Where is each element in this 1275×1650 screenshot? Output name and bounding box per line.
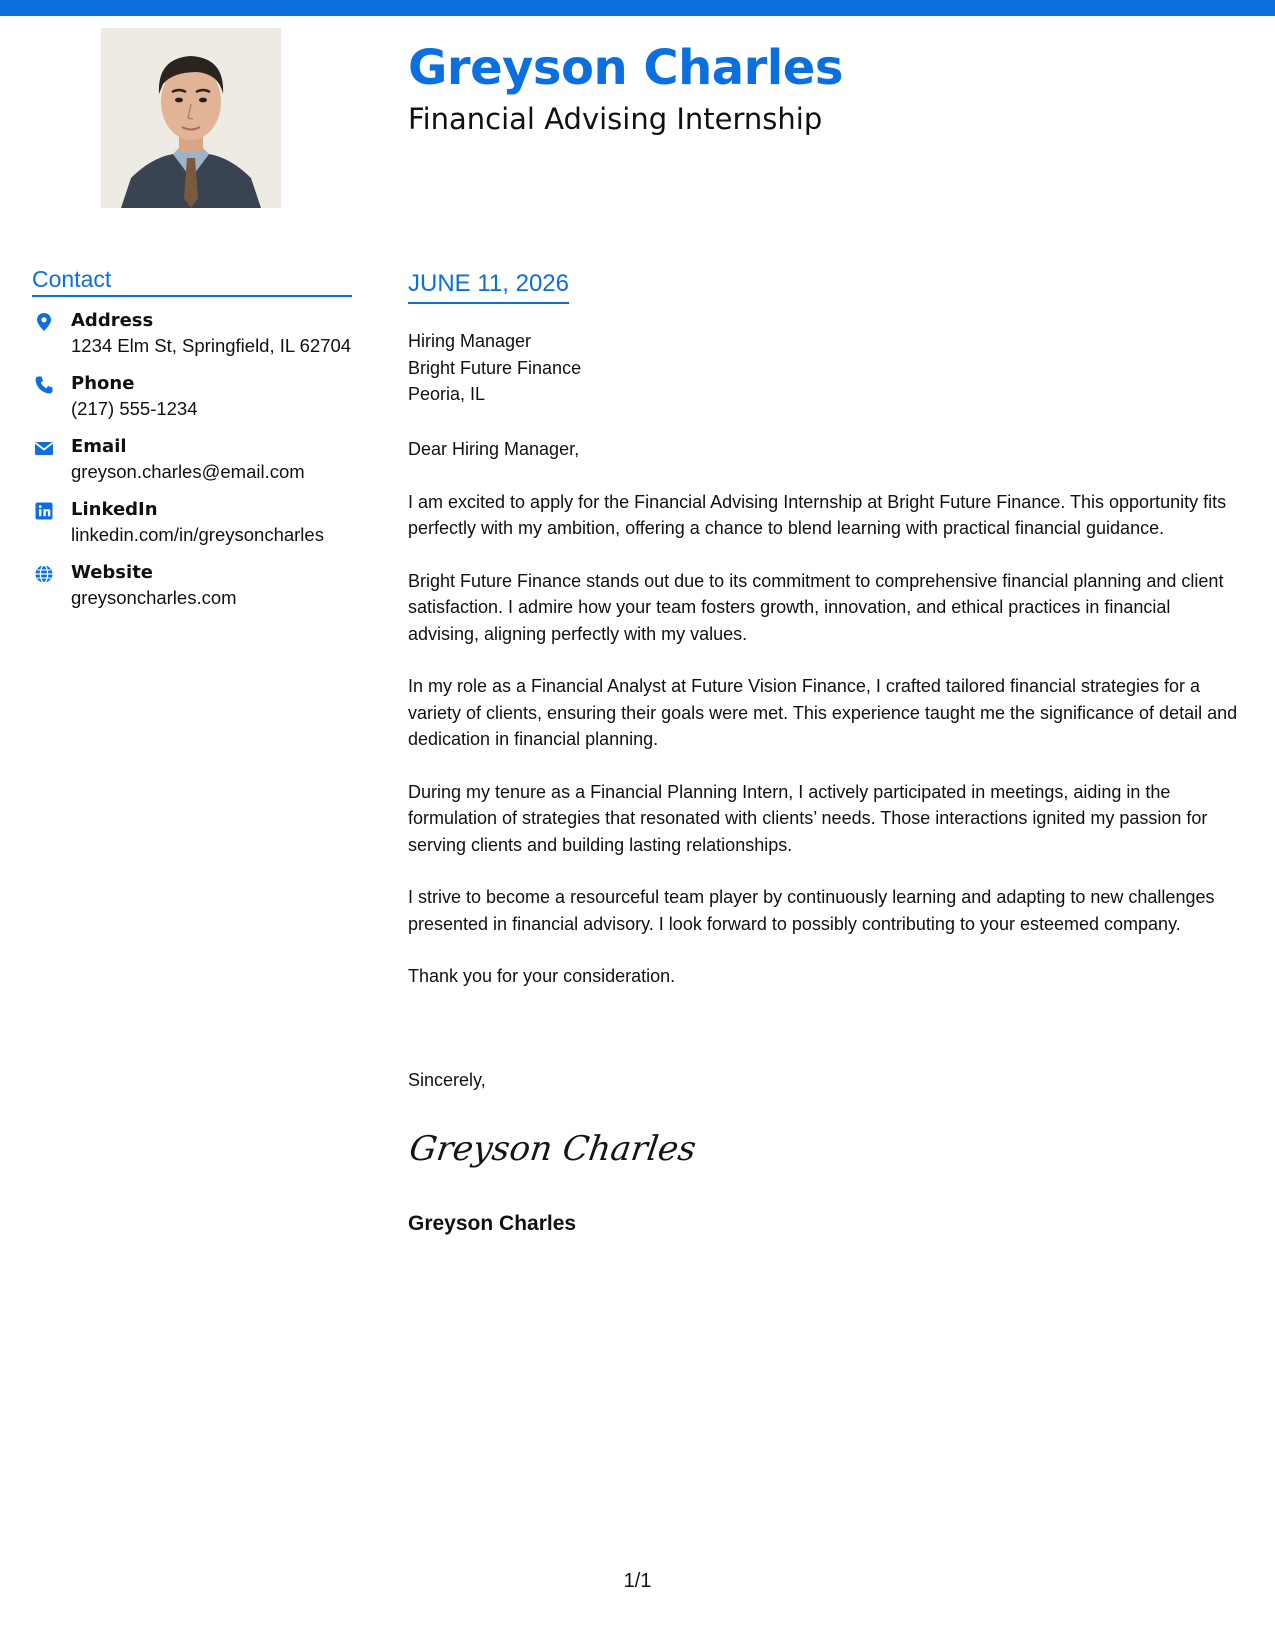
avatar-photo: [101, 28, 281, 208]
letter-paragraph: I strive to become a resourceful team player by continuously learning and adapting to new challenges presented in financial advisory. I look forward to possibly contributing to your esteemed company.: [408, 887, 1215, 934]
letter-paragraph: Bright Future Finance stands out due to its commitment to comprehensive financial planning and client satisfaction. I admire how your team fosters growth, innovation, and ethical practices in financial advising, aligning perfectly with my values.: [408, 570, 1224, 644]
map-pin-icon: [34, 312, 54, 332]
letter-paragraph: During my tenure as a Financial Planning Intern, I actively participated in meetings, aiding in the formulation of strategies that resonated with clients’ needs. Those interactions ignited my passion for serving clients and building lasting relationships.: [408, 781, 1208, 855]
page-number: 1/1: [623, 1570, 652, 1592]
globe-icon: [34, 564, 54, 584]
letter-body: [408, 436, 1243, 1016]
salutation: Dear Hiring Manager,: [408, 439, 580, 459]
linkedin-icon: [34, 501, 54, 521]
recipient-company: Bright Future Finance: [408, 357, 582, 378]
closing: Sincerely,: [408, 1070, 486, 1090]
contact-list: [32, 310, 372, 625]
contact-heading: Contact: [32, 266, 352, 297]
candidate-name: Greyson Charles: [408, 40, 843, 96]
top-accent-bar: [0, 0, 1275, 16]
contact-label: Website: [71, 562, 154, 583]
job-title: Financial Advising Internship: [408, 102, 823, 136]
contact-label: Email: [71, 436, 127, 457]
contact-value: greyson.charles@email.com: [71, 461, 305, 482]
signature-text: Greyson Charles: [406, 1129, 699, 1169]
avatar: [101, 28, 281, 208]
recipient-location: Peoria, IL: [408, 384, 486, 404]
recipient-block: [408, 328, 581, 408]
letter-paragraph: Thank you for your consideration.: [408, 966, 676, 986]
contact-item-website: [32, 562, 372, 625]
contact-value: greysoncharles.com: [71, 587, 237, 608]
contact-item-linkedin: [32, 499, 372, 562]
contact-item-email: [32, 436, 372, 499]
contact-value: 1234 Elm St, Springfield, IL 62704: [71, 335, 352, 356]
contact-value: linkedin.com/in/greysoncharles: [71, 524, 324, 545]
contact-value: (217) 555-1234: [71, 398, 198, 419]
contact-item-address: [32, 310, 372, 373]
envelope-icon: [34, 438, 54, 458]
signer-name: Greyson Charles: [408, 1212, 577, 1235]
handwritten-signature: [406, 1118, 699, 1178]
letter-paragraph: In my role as a Financial Analyst at Future Vision Finance, I crafted tailored financial strategies for a variety of clients, ensuring their goals were met. This experience taught me the significance of detail and dedication in financial planning.: [408, 676, 1238, 749]
contact-label: Address: [71, 310, 154, 331]
contact-label: LinkedIn: [71, 499, 158, 520]
contact-label: Phone: [71, 373, 135, 394]
letter-date: JUNE 11, 2026: [408, 270, 569, 304]
recipient-title: Hiring Manager: [408, 331, 532, 351]
contact-item-phone: [32, 373, 372, 436]
phone-icon: [34, 375, 54, 395]
letter-paragraph: I am excited to apply for the Financial Advising Internship at Bright Future Finance. This opportunity fits perfectly with my ambition, offering a chance to blend learning with practical financial guidance.: [408, 491, 1227, 538]
